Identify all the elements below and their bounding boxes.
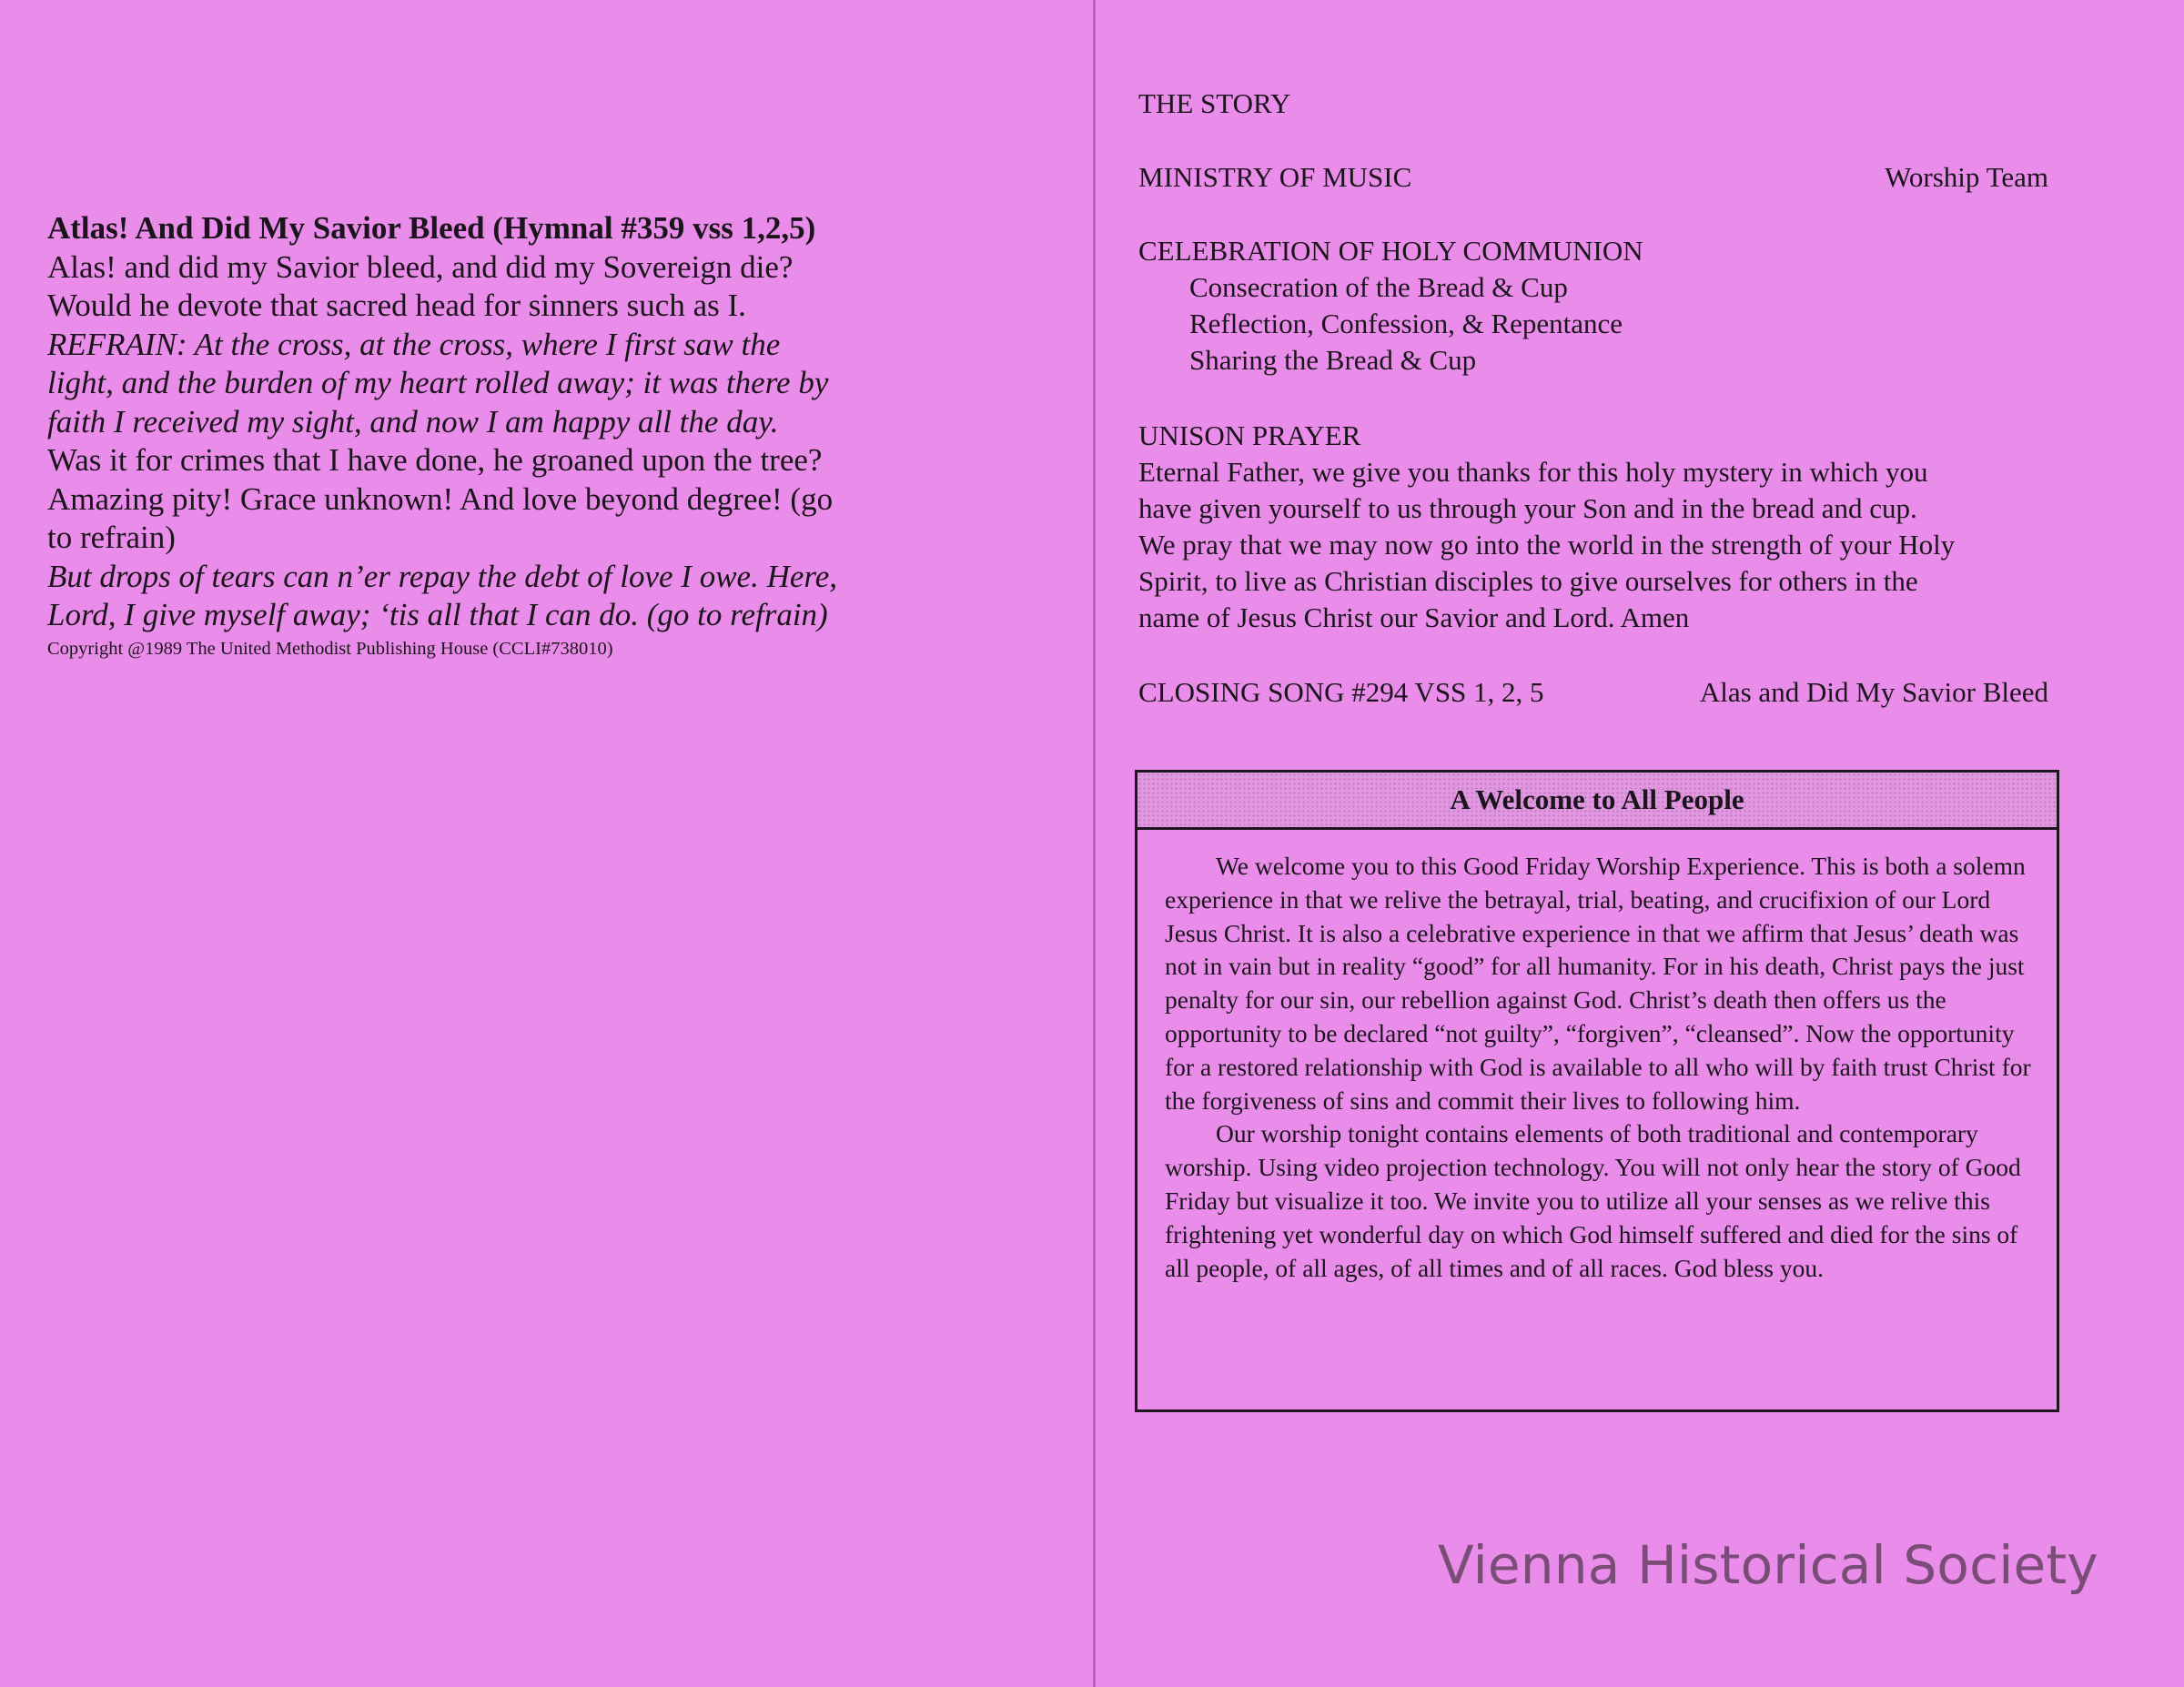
welcome-body [1138, 830, 2057, 1285]
welcome-line: Our worship tonight contains elements of both traditional and [1216, 1119, 1834, 1148]
hymn-line: But drops of tears can n’er repay the debt of love I owe. Here, [47, 558, 837, 594]
hymn-block [47, 209, 903, 661]
center-fold [1093, 0, 1096, 1687]
ministry-of-music-leader: Worship Team [1885, 161, 2048, 193]
welcome-paragraph-1 [1165, 850, 2040, 1117]
communion-item: Sharing the Bread & Cup [1189, 344, 1477, 376]
welcome-line: rebellion against God. Christ’s death then offers us the opportunity to be [1165, 985, 1946, 1047]
prayer-line: name of Jesus Christ our Savior and Lord. Amen [1138, 601, 1690, 633]
welcome-line: which God himself suffered and died for the sins of all people, of all ages, of [1165, 1219, 2018, 1282]
welcome-line: crucifixion of our Lord Jesus Christ. It is also a celebrative experience in that [1165, 884, 1991, 947]
the-story-heading [1138, 86, 2048, 122]
welcome-line: contemporary worship. Using video projection technology. You will not [1165, 1119, 1978, 1182]
hymn-line: Amazing pity! Grace unknown! And love beyond degree! (go [47, 480, 834, 517]
welcome-line: only hear the story of Good Friday but visualize it too. We invite you to [1165, 1153, 2021, 1215]
right-panel [1097, 0, 2184, 1687]
welcome-line: declared “not guilty”, “forgiven”, “cleansed”. Now the opportunity for a [1165, 1018, 2015, 1081]
welcome-line: we affirm that Jesus’ death was not in vain but in reality “good” for all [1165, 918, 2019, 981]
closing-song-row [1138, 674, 2048, 711]
hymn-line: Lord, I give myself away; ‘tis all that I can do. (go to refrain) [47, 597, 828, 632]
welcome-paragraph-2 [1165, 1117, 2040, 1285]
welcome-line: restored relationship with God is available to all who will by faith trust Christ [1218, 1052, 1996, 1081]
welcome-line: for the forgiveness of sins and commit their lives to following him. [1165, 1052, 2031, 1115]
hymn-refrain-line: light, and the burden of my heart rolled away; it was there by [47, 365, 829, 400]
welcome-line: humanity. For in his death, Christ pays the just penalty for our sin, our [1165, 952, 2025, 1015]
welcome-line: a solemn experience in that we relive the betrayal, trial, beating, and [1165, 852, 2026, 914]
ministry-of-music-row [1138, 159, 2048, 196]
prayer-section [1138, 418, 2048, 636]
closing-song-title: Alas and Did My Savior Bleed [1699, 676, 2048, 708]
welcome-box [1135, 770, 2059, 1412]
hymn-refrain-line: faith I received my sight, and now I am happy all the day. [47, 403, 779, 439]
prayer-heading: UNISON PRAYER [1138, 419, 1361, 451]
closing-song-label: CLOSING SONG #294 VSS 1, 2, 5 [1138, 676, 1544, 708]
communion-item: Reflection, Confession, & Repentance [1189, 308, 1623, 339]
prayer-line: Spirit, to live as Christian disciples to give ourselves for others in the [1138, 565, 1918, 597]
prayer-line: We pray that we may now go into the world in the strength of your Holy [1138, 529, 1956, 561]
hymn-line: Would he devote that sacred head for sinners such as I. [47, 288, 746, 323]
welcome-line: all times and of all races. God bless you. [1417, 1253, 1824, 1282]
watermark: Vienna Historical Society [1438, 1534, 2098, 1596]
welcome-line: We welcome you to this Good Friday Worship Experience. This is both [1216, 852, 1930, 880]
hymn-refrain-line: REFRAIN: At the cross, at the cross, where I first saw the [47, 326, 781, 362]
the-story-label: THE STORY [1138, 87, 1291, 119]
communion-section [1138, 233, 2048, 379]
prayer-line: have given yourself to us through your Son and in the bread and cup. [1138, 492, 1917, 524]
ministry-of-music-label: MINISTRY OF MUSIC [1138, 161, 1412, 193]
hymn-line: to refrain) [47, 520, 176, 555]
hymn-line: Was it for crimes that I have done, he groaned upon the tree? [47, 442, 823, 478]
communion-item: Consecration of the Bread & Cup [1189, 271, 1568, 303]
welcome-line: utilize all your senses as we relive this frightening yet wonderful day on [1165, 1186, 1990, 1248]
welcome-title: A Welcome to All People [1138, 773, 2057, 830]
prayer-line: Eternal Father, we give you thanks for this holy mystery in which you [1138, 456, 1928, 488]
hymn-line: Alas! and did my Savior bleed, and did my Sovereign die? [47, 248, 794, 285]
copyright-notice: Copyright @1989 The United Methodist Publishing House (CCLI#738010) [47, 638, 613, 659]
communion-heading: CELEBRATION OF HOLY COMMUNION [1138, 235, 1643, 267]
hymn-title: Atlas! And Did My Savior Bleed (Hymnal #359 vss 1,2,5) [47, 210, 816, 246]
